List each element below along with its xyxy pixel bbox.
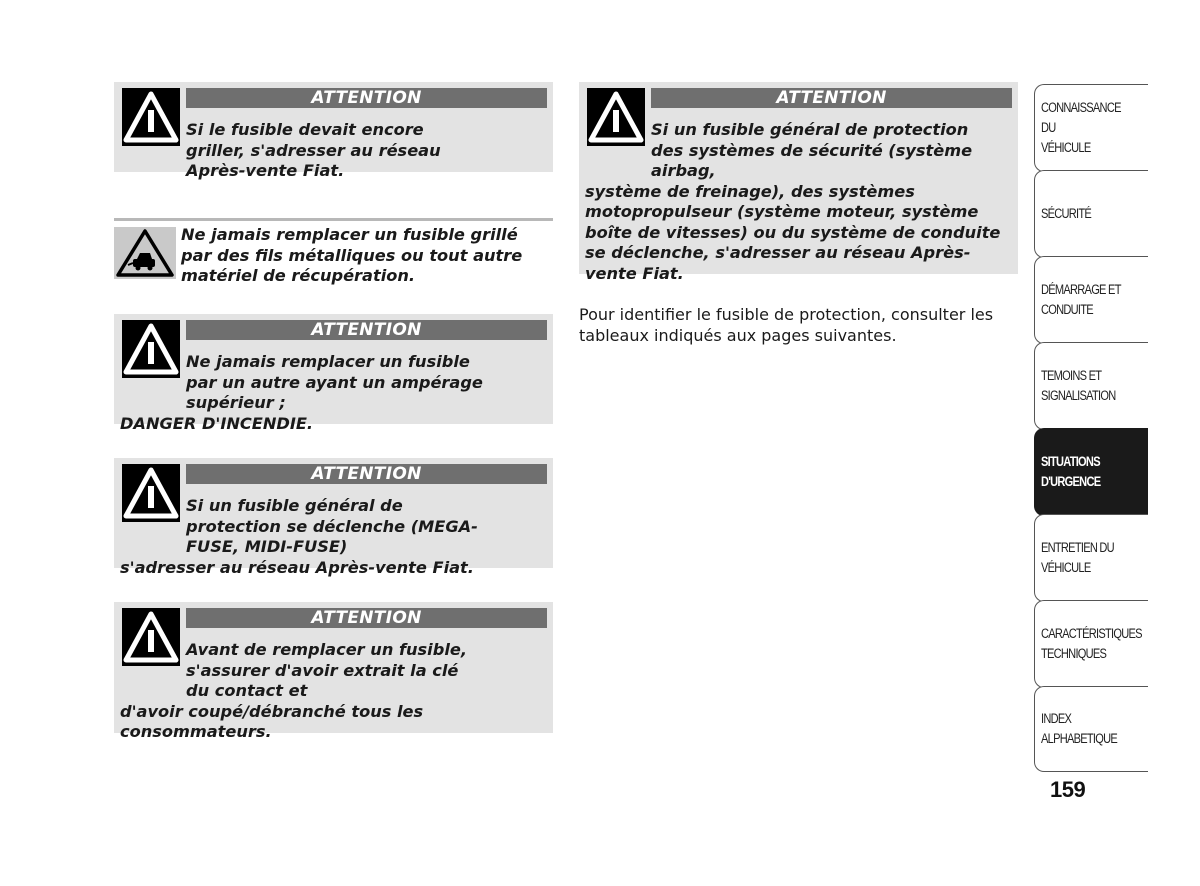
tab-label: TEMOINS ET SIGNALISATION — [1041, 368, 1116, 403]
warning-heading: ATTENTION — [186, 608, 547, 628]
warning-text-indented: Si un fusible général de protection se déclenche (MEGA-FUSE, MIDI-FUSE) — [186, 496, 478, 556]
warning-box — [579, 82, 1018, 283]
tab-label: CONNAISSANCE DU VÉHICULE — [1041, 100, 1121, 155]
tab-label: ENTRETIEN DU VÉHICULE — [1041, 540, 1114, 575]
warning-text — [120, 640, 540, 743]
warning-heading: ATTENTION — [186, 464, 547, 484]
warning-text — [120, 352, 540, 434]
warning-heading: ATTENTION — [651, 88, 1012, 108]
page-number: 159 — [1050, 777, 1086, 802]
tab-label: INDEX ALPHABETIQUE — [1041, 711, 1118, 746]
warning-text-full: DANGER D'INCENDIE. — [120, 413, 314, 433]
tab-temoins-et-signalisation[interactable] — [1034, 342, 1148, 430]
tab-connaissance-du-vehicule[interactable] — [1034, 84, 1148, 172]
tab-demarrage-et-conduite[interactable] — [1034, 256, 1148, 344]
warning-box — [114, 314, 553, 433]
warning-triangle-icon — [122, 88, 180, 146]
warning-text-indented: Si un fusible général de protection des systèmes de sécurité (système airbag, — [651, 120, 973, 180]
tab-label: DÉMARRAGE ET CONDUITE — [1041, 282, 1121, 317]
tab-label: SITUATIONS D'URGENCE — [1041, 454, 1101, 489]
warning-text: Si le fusible devait encore griller, s'adresser au réseau Après-vente Fiat. — [186, 120, 441, 180]
note-text: Ne jamais remplacer un fusible grillé par des fils métalliques ou tout autre matériel de récupération. — [181, 225, 523, 285]
tab-caracteristiques-techniques[interactable] — [1034, 600, 1148, 688]
tab-label: CARACTÉRISTIQUES TECHNIQUES — [1041, 626, 1142, 661]
tab-situations-d-urgence[interactable] — [1034, 428, 1148, 516]
warning-box — [114, 458, 553, 577]
tab-entretien-du-vehicule[interactable] — [1034, 514, 1148, 602]
body-paragraph: Pour identifier le fusible de protection, consulter les tableaux indiqués aux pages suivantes. — [579, 305, 994, 345]
tab-securite[interactable] — [1034, 170, 1148, 258]
warning-text — [120, 496, 540, 578]
warning-box — [114, 82, 553, 180]
tab-index-alphabetique[interactable] — [1034, 686, 1148, 772]
warning-text-indented: Ne jamais remplacer un fusible par un autre ayant un ampérage supérieur ; — [186, 352, 483, 412]
warning-heading: ATTENTION — [186, 320, 547, 340]
tab-label: SÉCURITÉ — [1041, 206, 1092, 221]
car-being-towed-icon — [114, 227, 176, 279]
warning-text-full: système de freinage), des systèmes motopropulseur (système moteur, système boîte de vitesses) ou du système de conduite se déclenche, s'adresser au réseau Après-vente Fiat. — [585, 181, 1001, 283]
warning-text — [585, 120, 1010, 284]
warning-text-full: s'adresser au réseau Après-vente Fiat. — [120, 557, 474, 577]
warning-heading: ATTENTION — [186, 88, 547, 108]
warning-text-indented: Avant de remplacer un fusible, s'assurer d'avoir extrait la clé du contact et — [186, 640, 467, 700]
warning-box — [114, 602, 553, 741]
warning-text-full: d'avoir coupé/débranché tous les consommateurs. — [120, 701, 424, 741]
note-box — [114, 218, 553, 301]
